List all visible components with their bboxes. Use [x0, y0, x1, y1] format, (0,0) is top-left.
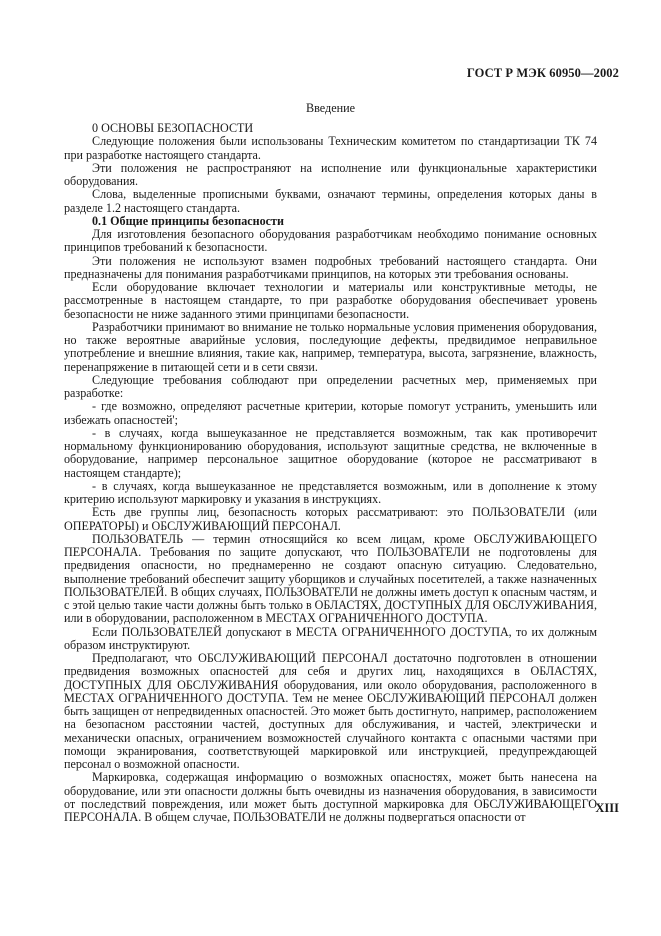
paragraph: Если оборудование включает технологии и материалы или конструктивные методы, не рассмотренные в настоящем стандарте, то при разработке оборудования обеспечивает уровень безопасности не ниже заданного этими принципами безопасности.: [64, 280, 597, 321]
section-title: Введение: [305, 101, 356, 115]
paragraph: Если ПОЛЬЗОВАТЕЛЕЙ допускают в МЕСТА ОГРАНИЧЕННОГО ДОСТУПА, то их должным образом инструктируют.: [64, 624, 597, 652]
list-item: - в случаях, когда вышеуказанное не представляется возможным, так как противоречит нормальному функционированию оборудования, используют защитные средства, не включенные в оборудование, например персональное защитное оборудование (которое не рассматривают в настоящем стандарте);: [64, 425, 597, 480]
list-item: - где возможно, определяют расчетные критерии, которые помогут устранить, уменьшить или избежать опасностей';: [64, 399, 597, 427]
paragraph: Следующие требования соблюдают при определении расчетных мер, применяемых при разработке:: [64, 372, 597, 400]
paragraph: Эти положения не распространяют на исполнение или функциональные характеристики оборудования.: [64, 160, 597, 188]
body-text: [64, 122, 597, 824]
paragraph: Маркировка, содержащая информацию о возможных опасностях, может быть нанесена на оборудование, или эти опасности должны быть очевидны из назначения оборудования, в зависимости от последствий повреждения, или может быть доступной маркировка для ОБСЛУЖИВАЮЩЕГО ПЕРСОНАЛА. В общем случае, ПОЛЬЗОВАТЕЛИ не должны подвергаться опасности от: [64, 770, 597, 824]
paragraph: Слова, выделенные прописными буквами, означают термины, определения которых даны в разделе 1.2 настоящего стандарта.: [64, 187, 597, 215]
paragraph: Следующие положения были использованы Техническим комитетом по стандартизации ТК 74 при разработке настоящего стандарта.: [64, 134, 597, 162]
paragraph: Есть две группы лиц, безопасность которых рассматривают: это ПОЛЬЗОВАТЕЛИ (или ОПЕРАТОРЫ) и ОБСЛУЖИВАЮЩИЙ ПЕРСОНАЛ.: [64, 505, 597, 533]
section-heading: 0 ОСНОВЫ БЕЗОПАСНОСТИ: [92, 121, 254, 135]
document-code: ГОСТ Р МЭК 60950—2002: [466, 66, 619, 80]
list-item: - в случаях, когда вышеуказанное не представляется возможным, или в дополнение к этому критерию используют маркировку и указания в инструкциях.: [64, 478, 597, 506]
paragraph: Разработчики принимают во внимание не только нормальные условия применения оборудования, но также вероятные аварийные условия, последующие дефекты, предвидимое неправильное употребление и внешние влияния, такие как, например, температура, высота, загрязнение, влажность, перенапряжение в питающей сети и в сети связи.: [64, 319, 597, 374]
subsection-heading: 0.1 Общие принципы безопасности: [92, 213, 284, 228]
paragraph: ПОЛЬЗОВАТЕЛЬ — термин относящийся ко всем лицам, кроме ОБСЛУЖИВАЮЩЕГО ПЕРСОНАЛА. Требования по защите допускают, что ПОЛЬЗОВАТЕЛИ не подготовлены для предвидения опасности, но преднамеренно не создают опасную ситуацию. Следовательно, выполнение требований обеспечит защиту уборщиков и случайных посетителей, а также назначенных ПОЛЬЗОВАТЕЛЕЙ. В общих случаях, ПОЛЬЗОВАТЕЛИ не должны иметь доступ к опасным частям, и с этой целью такие части должны быть только в ОБЛАСТЯХ, ДОСТУПНЫХ ДЛЯ ОБСЛУЖИВАНИЯ, или в оборудовании, расположенном в МЕСТАХ ОГРАНИЧЕННОГО ДОСТУПА.: [64, 531, 597, 626]
page-number: XIII: [595, 801, 619, 815]
paragraph: Предполагают, что ОБСЛУЖИВАЮЩИЙ ПЕРСОНАЛ достаточно подготовлен в отношении предвидения возможных опасностей для себя и других лиц, находящихся в ОБЛАСТЯХ, ДОСТУПНЫХ ДЛЯ ОБСЛУЖИВАНИЯ оборудования, или около оборудования, расположенного в МЕСТАХ ОГРАНИЧЕННОГО ДОСТУПА. Тем не менее ОБСЛУЖИВАЮЩИЙ ПЕРСОНАЛ должен быть защищен от непредвиденных опасностей. Это может быть достигнуто, например, расположением на безопасном расстоянии частей, доступных для обслуживания, и частей, электрически и механически опасных, ограничением возможностей случайного контакта с опасными частями при помощи экранирования, соответствующей маркировкой или инструкцией, предупреждающей персонал о возможной опасности.: [64, 651, 597, 771]
paragraph: Эти положения не используют взамен подробных требований настоящего стандарта. Они предназначены для понимания разработчиками принципов, на которых эти требования основаны.: [64, 253, 597, 281]
paragraph: Для изготовления безопасного оборудования разработчикам необходимо понимание основных принципов требований к безопасности.: [64, 227, 597, 255]
